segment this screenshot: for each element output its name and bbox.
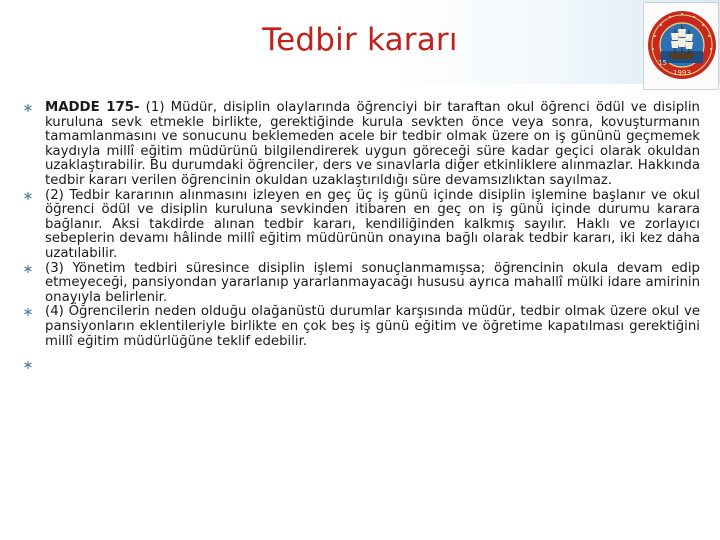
paragraph-text: (1) Müdür, disiplin olaylarında öğrenciyi bir taraftan okul öğrenci ödül ve disiplin kuruluna sevk etmekle birlikte, gerektiğinde kurula sevkten önce veya sonra, kovuşturmanın tamamlanmasını ve sonucunu beklemeden acele bir tedbir olmak üzere on iş gününü geçmemek kaydıyla millî eğitim müdürünü bilgilendirerek uygun göreceği süre kadar geçici olarak okuldan uzaklaştırabilir. Bu durumdaki öğrenciler, ders ve sınavlarla diğer etkinliklere alınmazlar. Hakkında tedbir kararı verilen öğrencinin okuldan uzaklaştırıldığı süre devamsızlıktan sayılmaz.: [45, 100, 700, 188]
paragraph-text: (3) Yönetim tedbiri süresince disiplin işlemi sonuçlanmamışsa; öğrencinin okula devam edip etmeyeceği, pansiyondan yararlanıp yararlanmayacağı hususu ayrıca mahallî mülki idare amirinin onayıyla belirlenir.: [45, 260, 700, 305]
bullet-icon: ∗: [22, 188, 34, 204]
seal-emblem-icon: [644, 3, 720, 91]
paragraph-text: (4) Öğrencilerin neden olduğu olağanüstü durumlar karşısında müdür, tedbir olmak üzere okul ve pansiyonların eklentileriyle birlikte en çok beş iş günü eğitim ve öğretime kapatılması gerektiğini millî eğitim müdürlüğüne teklif edebilir.: [45, 304, 700, 349]
bullet-icon: ∗: [22, 101, 34, 116]
paragraph-clause-4: [18, 305, 700, 349]
paragraph-clause-2: [18, 189, 700, 262]
bullet-icon: ∗: [22, 261, 34, 277]
slide-body: [18, 101, 700, 373]
slide-title: Tedbir kararı: [262, 22, 458, 58]
paragraph-clause-3: [18, 262, 700, 306]
bullet-icon: ∗: [22, 305, 34, 321]
paragraph-madde-175: [18, 101, 700, 189]
seal-year: 1993: [673, 69, 691, 77]
school-seal-logo: [643, 2, 719, 90]
paragraph-text: (2) Tedbir kararının alınmasını izleyen en geç üç iş günü içinde disiplin işlemine başlanır ve okul öğrenci ödül ve disiplin kuruluna sevkinden itibaren en geç on iş günü içinde durumu karara bağlanır. Aksi takdirde alınan tedbir kararı, kendiliğinden kalkmış sayılır. Haklı ve zorlayıcı sebeplerin devamı hâlinde millî eğitim müdürünün onayına bağlı olarak tedbir kararı, iki kez daha uzatılabilir.: [45, 187, 700, 261]
bullet-icon: ∗: [22, 358, 34, 374]
article-heading: MADDE 175-: [45, 100, 140, 115]
seal-number: 15: [658, 59, 667, 67]
empty-bullet-item: [18, 358, 700, 373]
